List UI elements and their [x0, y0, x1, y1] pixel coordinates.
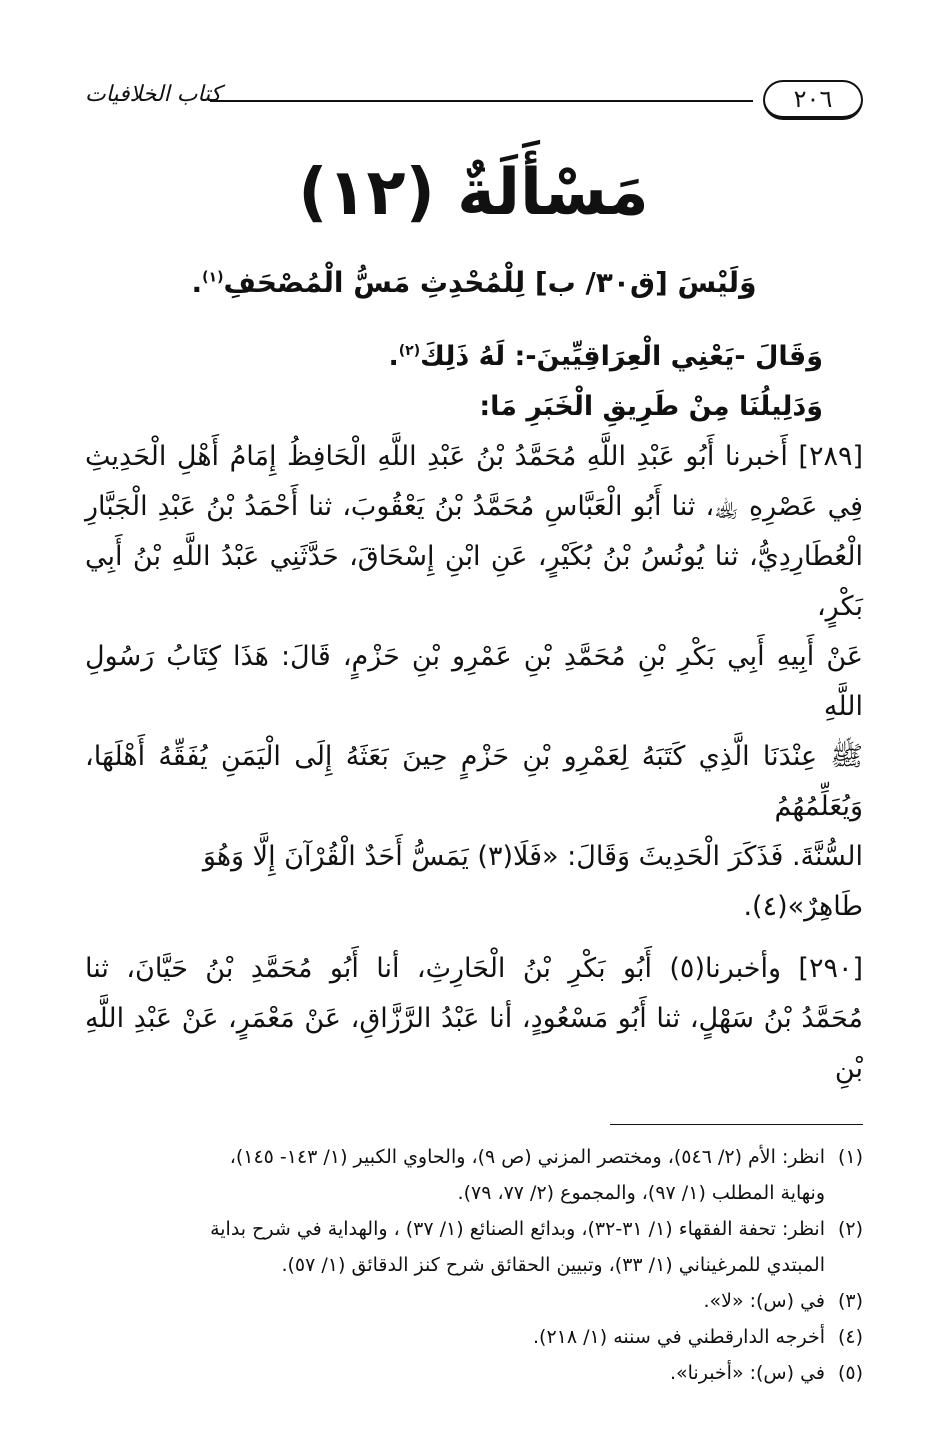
para1-line: الْعُطَارِدِيُّ، ثنا يُونُسُ بْنُ بُكَيْرٍ، عَنِ ابْنِ إِسْحَاقَ، حَدَّثَنِي عَبْدُ اللَّهِ بْنُ أَبِي بَكْرٍ،	[85, 541, 863, 622]
running-book-title: كتاب الخلافيات	[85, 82, 222, 107]
para1-line: السُّنَّةَ. فَذَكَرَ الْحَدِيثَ وَقَالَ: «فَلَا(٣) يَمَسُّ أَحَدٌ الْقُرْآنَ إِلَّا وَهُوَ طَاهِرٌ»(٤).	[202, 841, 863, 922]
footnote-ref: (٢)	[398, 343, 421, 359]
header-rule	[210, 100, 753, 102]
footnote-4	[85, 1319, 863, 1355]
footnote-number: (٤)	[837, 1326, 863, 1348]
issue-statement: وَلَيْسَ [ق٣٠/ ب] لِلْمُحْدِثِ مَسُّ الْمُصْحَفِ$^{(١)}$.	[191, 266, 757, 299]
text-line: وَقَالَ -يَعْنِي الْعِرَاقِيِّينَ-: لَهُ ذَلِكَ$^{(٢)}$.	[388, 341, 823, 372]
footnote-ref: (١)	[202, 269, 224, 286]
footnote-text: في (س): «لا».	[703, 1290, 825, 1312]
issue-text: وَلَيْسَ [ق٣٠/ ب] لِلْمُحْدِثِ مَسُّ الْمُصْحَفِ	[223, 266, 757, 299]
para1-line: فِي عَصْرِهِ ﵀، ثنا أَبُو الْعَبَّاسِ مُحَمَّدُ بْنُ يَعْقُوبَ، ثنا أَحْمَدُ بْنُ عَبْدِ الْجَبَّارِ	[85, 491, 863, 522]
text-line: وَدَلِيلُنَا مِنْ طَرِيقِ الْخَبَرِ مَا:	[479, 391, 823, 422]
page-header	[85, 78, 863, 122]
page-number: ٢٠٦	[763, 80, 863, 120]
main-text	[85, 258, 863, 1391]
footnote-3	[85, 1283, 863, 1319]
spacer	[85, 932, 863, 944]
footnote-1-cont: ونهاية المطلب (١/ ٩٧)، والمجموع (٢/ ٧٧، ٧٩).	[457, 1182, 825, 1204]
footnote-1	[85, 1139, 863, 1175]
para2-line: مُحَمَّدُ بْنُ سَهْلٍ، ثنا أَبُو مَسْعُودٍ، أنا عَبْدُ الرَّزَّاقِ، عَنْ مَعْمَرٍ، عَنْ عَبْدِ اللَّهِ بْنِ	[85, 1003, 863, 1084]
footnote-number: (١)	[837, 1146, 863, 1168]
footnote-text: انظر: الأم (٢/ ٥٤٦)، ومختصر المزني (ص ٩)، والحاوي الكبير (١/ ١٤٣- ١٤٥)،	[229, 1146, 825, 1168]
footnote-text: أخرجه الدارقطني في سننه (١/ ٢١٨).	[533, 1326, 825, 1348]
line-text: وَقَالَ -يَعْنِي الْعِرَاقِيِّينَ-: لَهُ ذَلِكَ	[420, 341, 823, 372]
footnote-5	[85, 1355, 863, 1391]
footnote-rule	[610, 1124, 863, 1125]
footnote-number: (٢)	[837, 1218, 863, 1240]
footnote-number: (٥)	[837, 1362, 863, 1384]
footnote-2	[85, 1211, 863, 1247]
footnote-text: في (س): «أخبرنا».	[669, 1362, 825, 1384]
footnote-text: انظر: تحفة الفقهاء (١/ ٣١-٣٢)، وبدائع الصنائع (١/ ٣٧) ، والهداية في شرح بداية	[210, 1218, 825, 1240]
para2-line: [٢٩٠] وأخبرنا(٥) أَبُو بَكْرِ بْنُ الْحَارِثِ، أنا أَبُو مُحَمَّدِ بْنُ حَيَّانَ، ثنا	[85, 953, 863, 984]
footnote-number: (٣)	[837, 1290, 863, 1312]
para1-line: ﷺ عِنْدَنَا الَّذِي كَتَبَهُ لِعَمْرِو بْنِ حَزْمٍ حِينَ بَعَثَهُ إِلَى الْيَمَنِ يُفَقِّهُ أَهْلَهَا، وَيُعَلِّمُهُمُ	[85, 741, 863, 822]
section-title: مَسْأَلَةٌ (١٢)	[298, 156, 649, 230]
para1-line: عَنْ أَبِيهِ أَبِي بَكْرِ بْنِ مُحَمَّدِ بْنِ عَمْرِو بْنِ حَزْمٍ، قَالَ: هَذَا كِتَابُ رَسُولِ اللَّهِ	[85, 641, 863, 722]
footnote-2-cont: المبتدي للمرغيناني (١/ ٣٣)، وتبيين الحقائق شرح كنز الدقائق (١/ ٥٧).	[281, 1254, 825, 1276]
spacer	[85, 308, 863, 332]
para1-line: [٢٨٩] أَخبرنا أَبُو عَبْدِ اللَّهِ مُحَمَّدُ بْنُ عَبْدِ اللَّهِ الْحَافِظُ إِمَامُ أَهْلِ الْحَدِيثِ	[85, 441, 863, 472]
